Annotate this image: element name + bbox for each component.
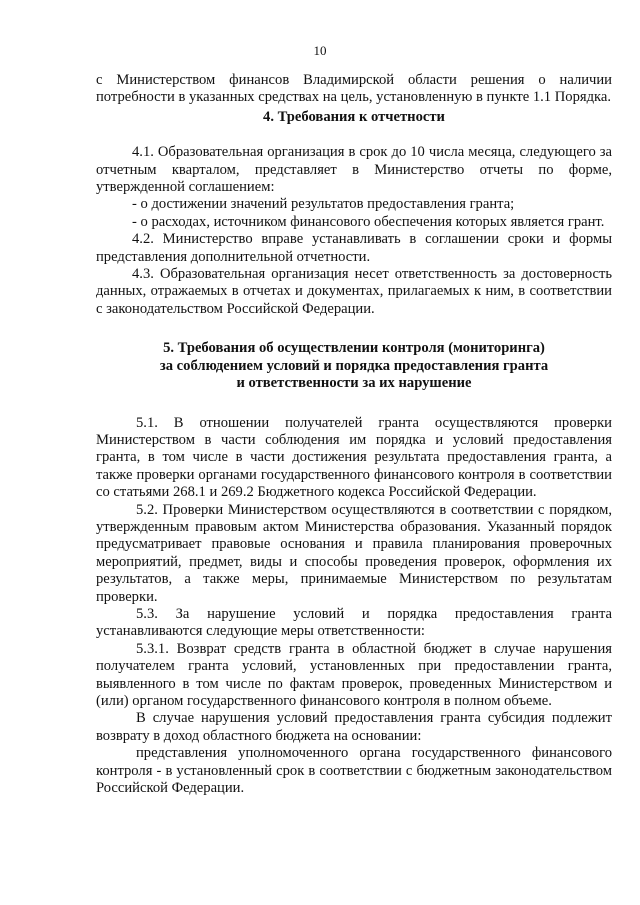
paragraph-5-2: 5.2. Проверки Министерством осуществляются в соответствии с порядком, утвержденным правовым актом Министерства образования. Указанный порядок предусматривает правовые основания и правила планирования проверочных мероприятий, предмет, виды и способы проведения проверок, оформления их результатов, а также меры, принимаемые Министерством по результатам проверки. (96, 501, 612, 605)
page-number: 10 (313, 43, 327, 58)
section-4-title: 4. Требования к отчетности (263, 108, 445, 125)
paragraph-4-1: 4.1. Образовательная организация в срок до 10 числа месяца, следующего за отчетным кварталом, представляет в Министерство отчеты по форме, утвержденной соглашением: (96, 144, 612, 196)
section-5-title-line-1: 5. Требования об осуществлении контроля (мониторинга) (163, 340, 545, 357)
section-5-title-line-3: и ответственности за их нарушение (236, 375, 472, 392)
intro-paragraph: с Министерством финансов Владимирской области решения о наличии потребности в указанных средствах на цель, установленную в пункте 1.1 Порядка. (96, 72, 612, 106)
paragraph-5-3-1: 5.3.1. Возврат средств гранта в областной бюджет в случае нарушения получателем гранта условий, установленных при предоставлении гранта, выявленного в том числе по фактам проверок, проведенных Министерством и (или) органом государственного финансового контроля в полном объеме. (96, 640, 612, 709)
bullet-expenses: - о расходах, источником финансового обеспечения которых является грант. (132, 213, 605, 230)
section-5-title-line-2: за соблюдением условий и порядка предоставления гранта (159, 357, 549, 374)
paragraph-5-3: 5.3. За нарушение условий и порядка предоставления гранта устанавливаются следующие меры ответственности: (96, 605, 612, 640)
paragraph-refund-basis: В случае нарушения условий предоставления гранта субсидия подлежит возврату в доход областного бюджета на основании: (96, 710, 612, 744)
paragraph-4-2: 4.2. Министерство вправе устанавливать в соглашении сроки и формы представления дополнительной отчетности. (96, 231, 612, 265)
paragraph-4-3: 4.3. Образовательная организация несет ответственность за достоверность данных, отражаемых в отчетах и документах, прилагаемых к ним, в соответствии с законодательством Российской Федерации. (96, 266, 612, 317)
paragraph-5-1: 5.1. В отношении получателей гранта осуществляются проверки Министерством в части соблюдения им порядка и условий предоставления гранта, в том числе в части достижения результата предоставления гранта, а также проверки органами государственного финансового контроля в соответствии со статьями 268.1 и 269.2 Бюджетного кодекса Российской Федерации. (96, 414, 612, 501)
paragraph-control-submission: представления уполномоченного органа государственного финансового контроля - в установленный срок в соответствии с бюджетным законодательством Российской Федерации. (96, 745, 612, 797)
bullet-results: - о достижении значений результатов предоставления гранта; (132, 196, 515, 213)
document-body (96, 72, 612, 797)
